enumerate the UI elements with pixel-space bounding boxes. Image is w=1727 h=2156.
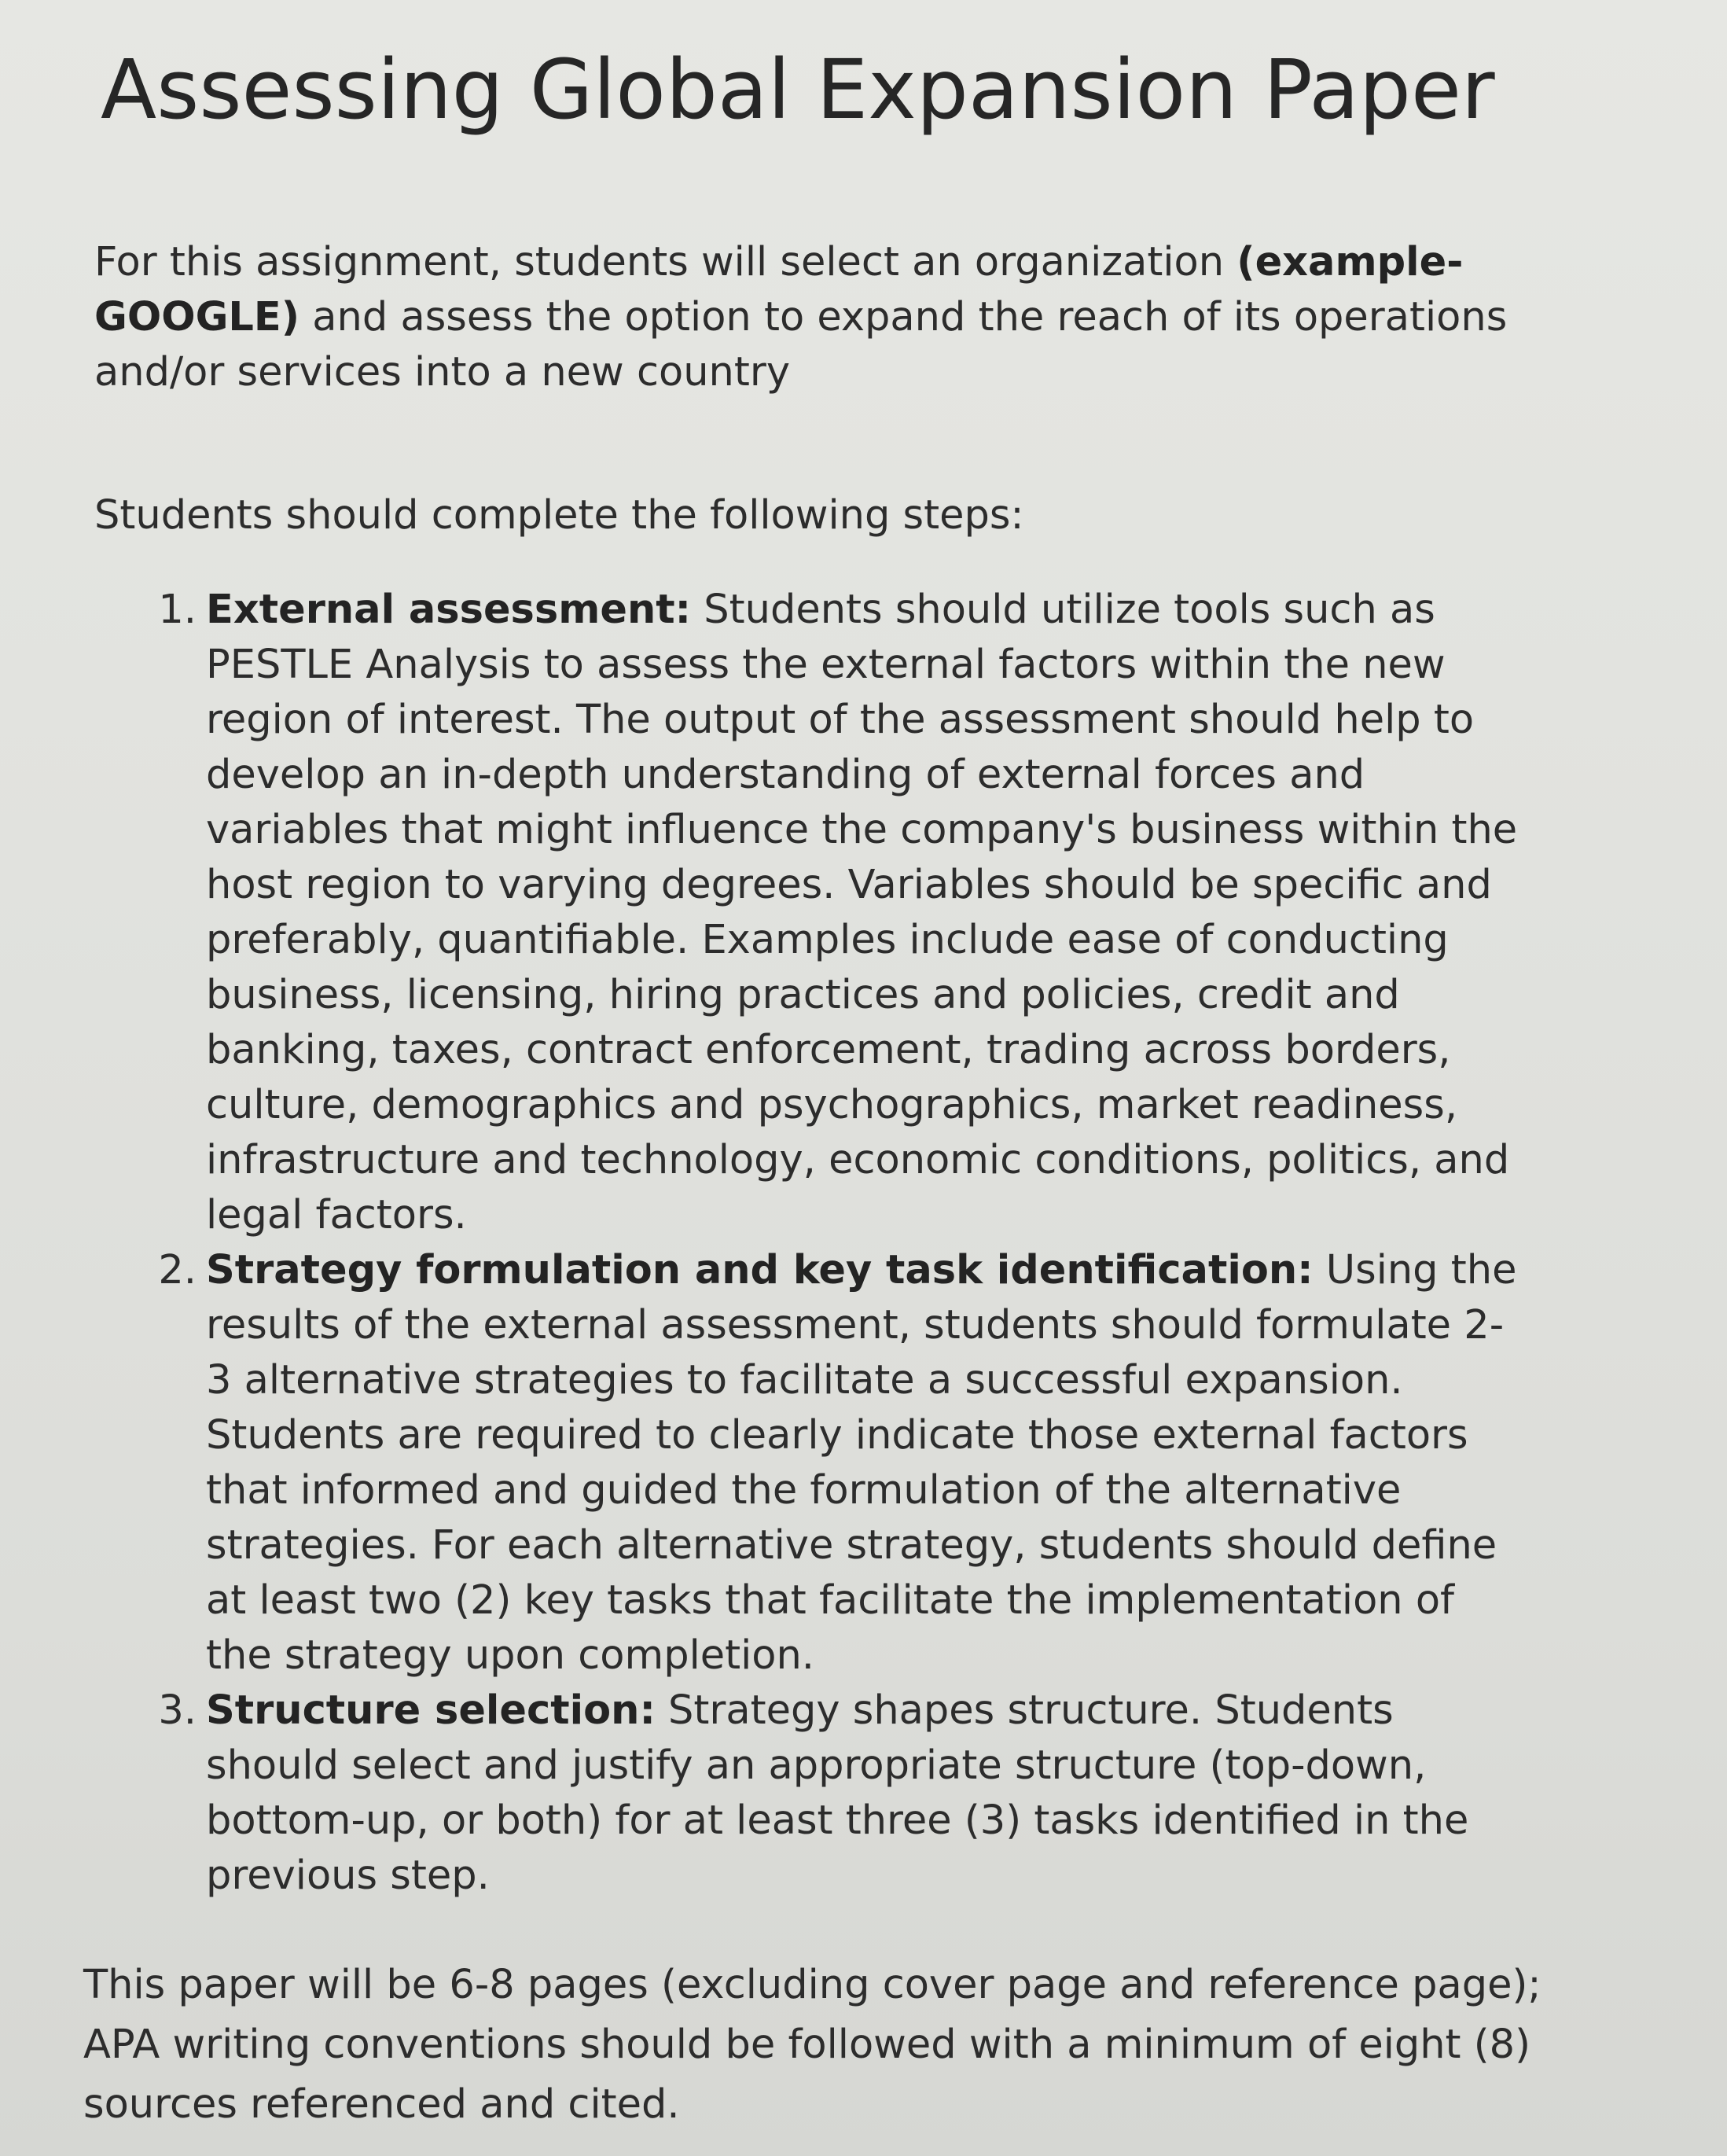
- steps-list: [94, 583, 1525, 1904]
- step-number: 1.: [158, 586, 197, 633]
- steps-lead-text: Students should complete the following steps:: [94, 491, 1024, 539]
- step-number: 2.: [158, 1246, 197, 1293]
- intro-text-start: For this assignment, students will select an organization: [94, 238, 1237, 285]
- step-heading: Structure selection:: [206, 1687, 656, 1734]
- step-item-structure-selection: [158, 1683, 1525, 1904]
- step-text: Students should utilize tools such as PESTLE Analysis to assess the external factors within the new region of interest. The output of the assessment should help to develop an in-depth understanding of external forces and variables that might influence the company's business within the host region to varying degrees. Variables should be specific and preferably, quantifiable. Examples include ease of conducting business, licensing, hiring practices and policies, credit and banking, taxes, contract enforcement, trading across borders, culture, demographics and psychographics, market readiness, infrastructure and technology, economic conditions, politics, and legal factors.: [206, 586, 1518, 1238]
- step-item-external-assessment: [158, 583, 1525, 1243]
- intro-example-bold: (example-GOOGLE): [94, 238, 1464, 340]
- step-item-strategy-formulation: [158, 1243, 1525, 1683]
- step-text: Strategy shapes structure. Students should select and justify an appropriate structure (top-down, bottom-up, or both) for at least three (3) tasks identified in the previous step.: [206, 1687, 1469, 1899]
- intro-paragraph: [94, 235, 1588, 400]
- page-title: Assessing Global Expansion Paper: [101, 42, 1495, 138]
- step-heading: External assessment:: [206, 586, 692, 633]
- step-number: 3.: [158, 1687, 197, 1734]
- closing-paragraph: This paper will be 6-8 pages (excluding cover page and reference page); APA writing conventions should be followed with a minimum of eight (8) sources referenced and cited.: [83, 1961, 1541, 2128]
- step-text: Using the results of the external assessment, students should formulate 2-3 alternative strategies to facilitate a successful expansion. Students are required to clearly indicate those external factors that informed and guided the formulation of the alternative strategies. For each alternative strategy, students should define at least two (2) key tasks that facilitate the implementation of the strategy upon completion.: [206, 1246, 1517, 1679]
- step-heading: Strategy formulation and key task identification:: [206, 1246, 1314, 1293]
- intro-text-end: and assess the option to expand the reach of its operations and/or services into a new country: [94, 293, 1508, 396]
